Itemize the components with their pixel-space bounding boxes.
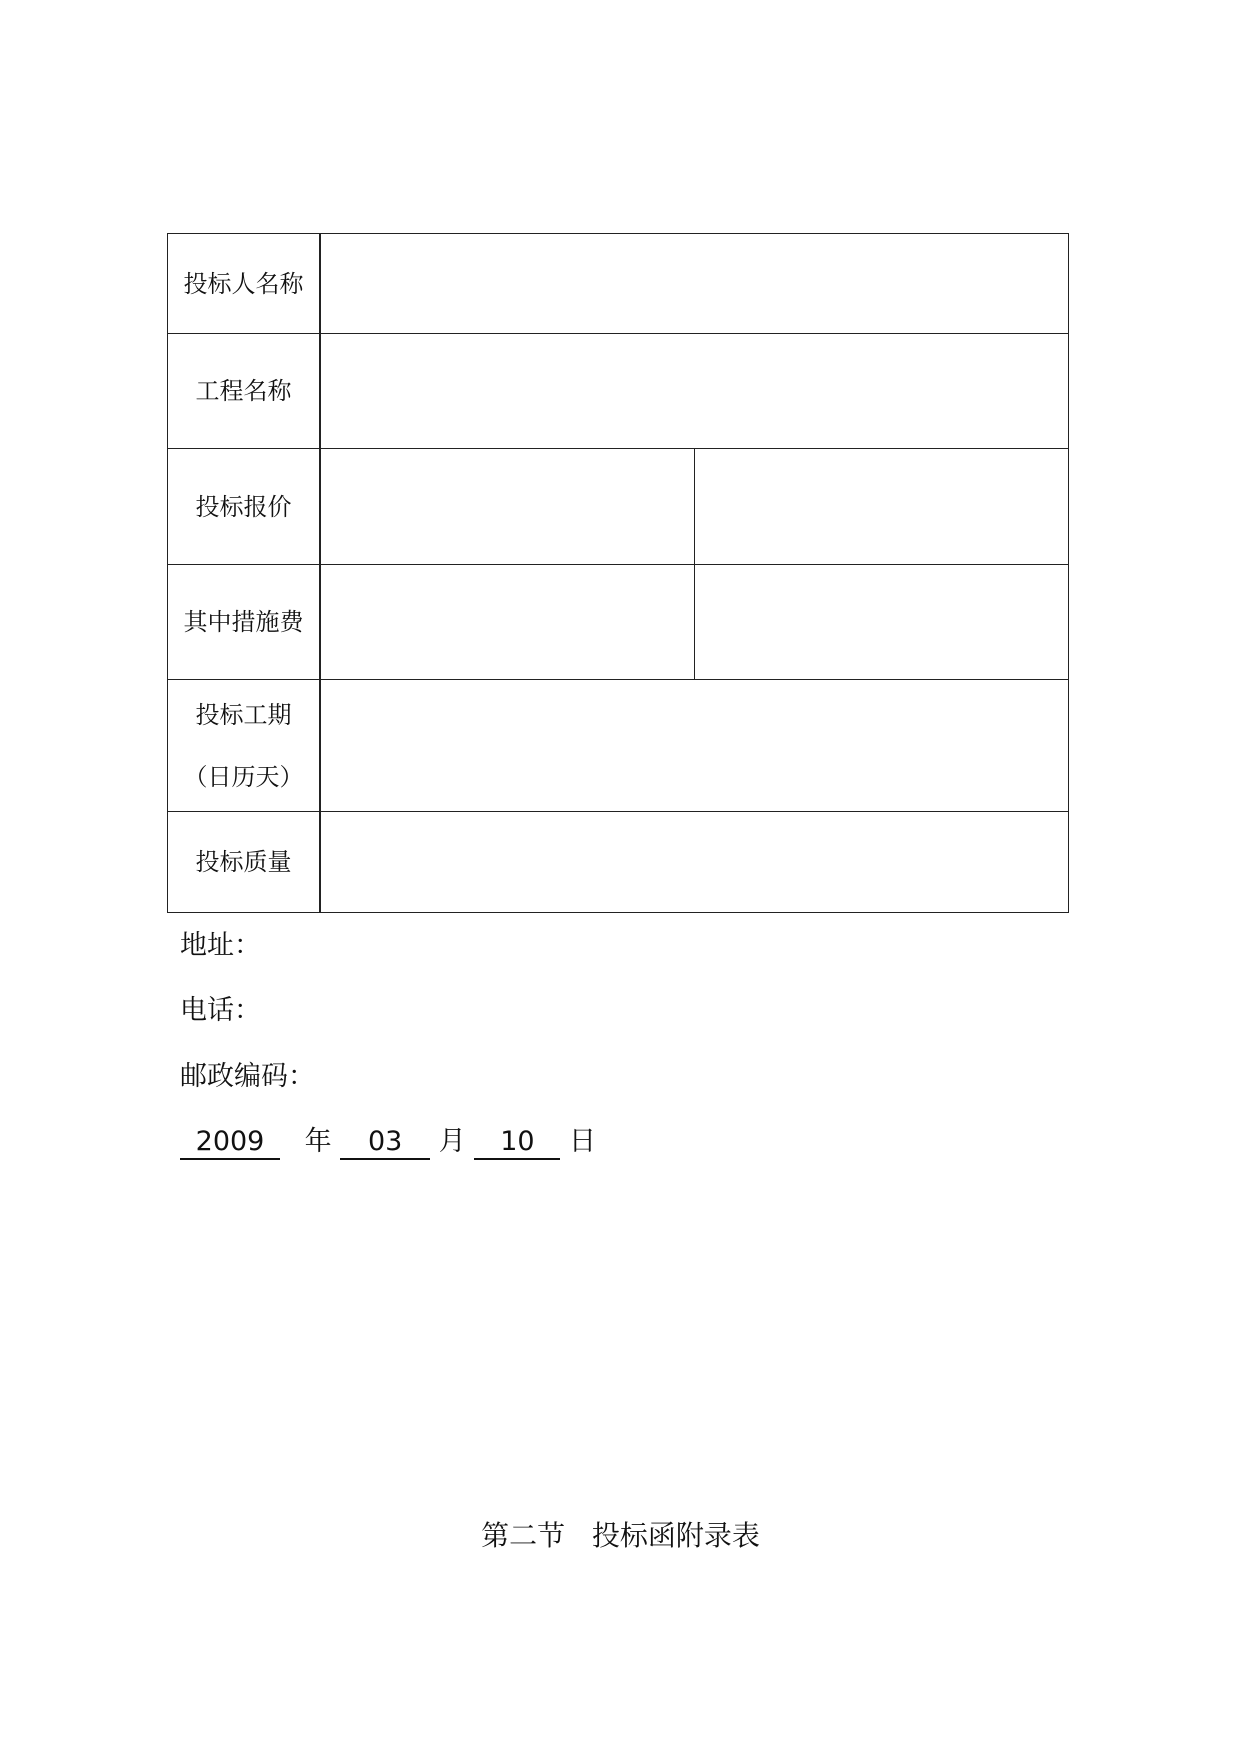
table-row-measure-fee bbox=[168, 565, 1069, 680]
table-row-project-name bbox=[168, 334, 1069, 449]
year-unit: 年 bbox=[304, 1126, 332, 1157]
quality-value bbox=[320, 812, 1069, 913]
bid-price-value bbox=[320, 449, 694, 565]
measure-fee-label: 其中措施费 bbox=[168, 565, 321, 680]
bid-price-extra bbox=[694, 449, 1068, 565]
phone-label: 电话： bbox=[180, 995, 261, 1026]
bidder-name-label: 投标人名称 bbox=[168, 234, 321, 334]
project-name-label: 工程名称 bbox=[168, 334, 321, 449]
section-title: 第二节 投标函附录表 bbox=[481, 1519, 760, 1552]
duration-value bbox=[320, 680, 1069, 812]
bid-price-label: 投标报价 bbox=[168, 449, 321, 565]
day-value: 10 bbox=[474, 1128, 560, 1160]
table-row-duration bbox=[168, 680, 1069, 812]
postcode-label: 邮政编码： bbox=[180, 1061, 315, 1092]
month-unit: 月 bbox=[438, 1126, 466, 1157]
bid-info-table bbox=[167, 233, 1069, 913]
table-row-bidder-name bbox=[168, 234, 1069, 334]
year-value: 2009 bbox=[180, 1128, 280, 1160]
day-unit: 日 bbox=[568, 1126, 596, 1157]
month-value: 03 bbox=[340, 1128, 430, 1160]
duration-label-line2: （日历天） bbox=[183, 762, 304, 791]
measure-fee-extra bbox=[694, 565, 1068, 680]
project-name-value bbox=[320, 334, 1069, 449]
duration-label bbox=[168, 680, 321, 812]
bidder-name-value bbox=[320, 234, 1069, 334]
duration-label-line1: 投标工期 bbox=[195, 700, 292, 729]
table-row-quality bbox=[168, 812, 1069, 913]
date-line bbox=[180, 1128, 596, 1160]
table-row-bid-price bbox=[168, 449, 1069, 565]
quality-label: 投标质量 bbox=[168, 812, 321, 913]
measure-fee-value bbox=[320, 565, 694, 680]
address-label: 地址： bbox=[180, 930, 261, 961]
